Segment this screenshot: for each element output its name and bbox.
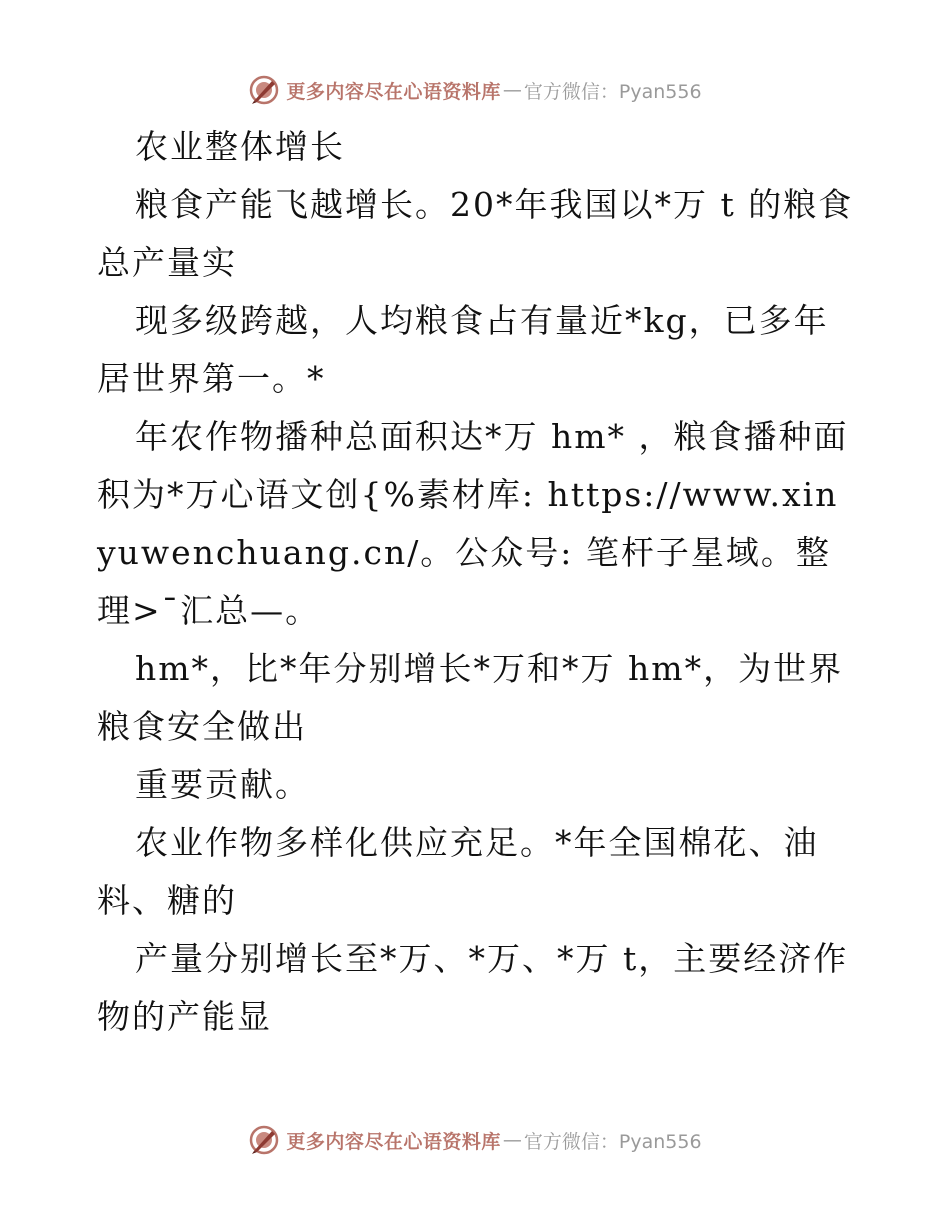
paragraph: 现多级跨越，人均粮食占有量近*kg，已多年居世界第一。*: [97, 301, 829, 398]
header-banner: [0, 70, 950, 110]
banner-separator: —: [502, 79, 522, 101]
paragraph: 产量分别增长至*万、*万、*万 t，主要经济作物的产能显: [97, 939, 849, 1036]
paragraph: 粮食产能飞越增长。20*年我国以*万 t 的粮食总产量实: [97, 185, 854, 282]
paragraph: 年农作物播种总面积达*万 hm* ，粮食播种面积为*万心语文创{%素材库: https://www.xinyuwenchuang.cn/。公众号: 笔杆子星域。整理>¯汇总—。: [97, 417, 849, 630]
document-body: [97, 118, 857, 1046]
banner-wechat: 官方微信：Pyan556: [523, 80, 702, 103]
quill-pen-seal-icon: [248, 1124, 280, 1156]
banner-separator: —: [502, 1129, 522, 1151]
paragraph: 农业整体增长: [135, 127, 345, 166]
banner-text: 更多内容尽在心语资料库: [286, 1130, 501, 1153]
banner-text: 更多内容尽在心语资料库: [286, 80, 501, 103]
banner-wechat: 官方微信：Pyan556: [523, 1130, 702, 1153]
paragraph: 重要贡献。: [135, 765, 310, 804]
quill-pen-seal-icon: [248, 74, 280, 106]
paragraph: hm*，比*年分别增长*万和*万 hm*，为世界粮食安全做出: [97, 649, 844, 746]
footer-banner: [0, 1120, 950, 1160]
paragraph: 农业作物多样化供应充足。*年全国棉花、油料、糖的: [97, 823, 819, 920]
